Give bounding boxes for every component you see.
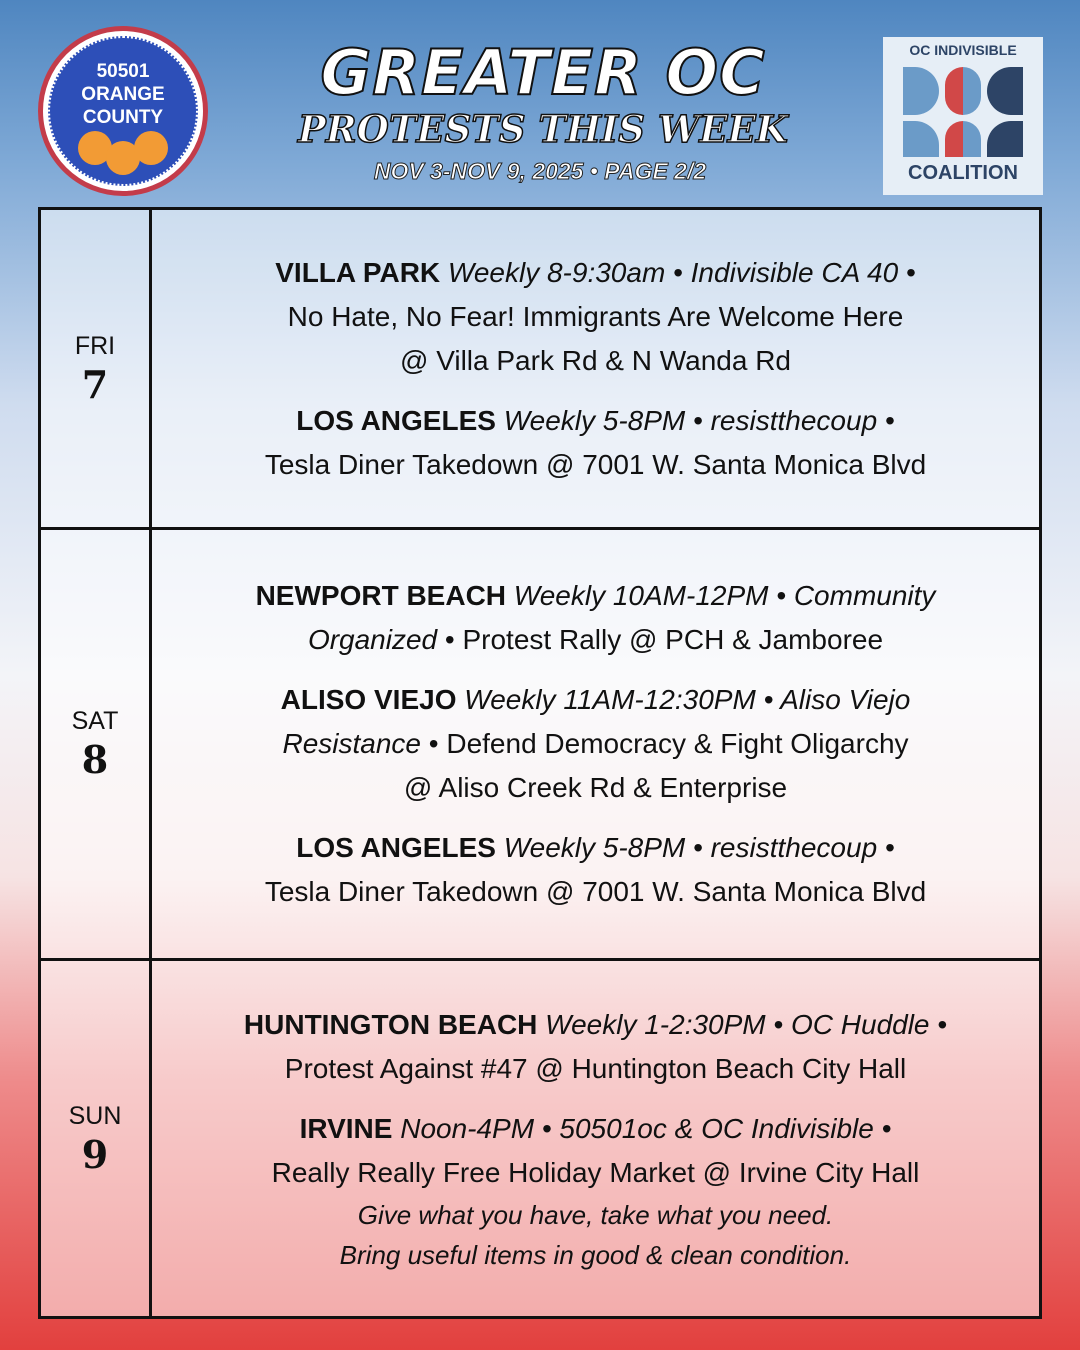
event-text: • Protest Rally @ PCH & Jamboree (437, 624, 884, 655)
event-text: Weekly 1-2:30PM • OC Huddle • (545, 1008, 948, 1040)
event-text: Tesla Diner Takedown @ 7001 W. Santa Monica Blvd (264, 448, 927, 480)
day-cell (41, 530, 152, 958)
event-text: Protest Against #47 @ Huntington Beach City Hall (284, 1052, 907, 1084)
event-text: Resistance (282, 728, 421, 759)
date-range: NOV 3-NOV 9, 2025 • PAGE 2/2 (373, 158, 707, 184)
event-city: NEWPORT BEACH (255, 580, 514, 611)
day-name: SAT (71, 707, 119, 735)
event-line (244, 1003, 947, 1047)
day-cell (41, 210, 152, 527)
event-text: Weekly 11AM-12:30PM • Aliso Viejo (464, 684, 911, 715)
event-line (275, 251, 915, 295)
page-title: GREATER OC (320, 36, 766, 109)
day-number: 8 (81, 737, 109, 782)
day-name: FRI (74, 331, 116, 360)
event-text: @ Aliso Creek Rd & Enterprise (403, 772, 788, 803)
event-text: Give what you have, take what you need. (357, 1199, 834, 1230)
event-line (244, 1047, 947, 1091)
logo-shapes-icon (883, 67, 1043, 157)
event-line (275, 339, 915, 383)
event-line (265, 399, 926, 443)
event-city: LOS ANGELES (296, 832, 504, 863)
event-line (265, 443, 926, 487)
event-text: Bring useful items in good & clean condition. (339, 1239, 852, 1270)
event-line (272, 1151, 920, 1195)
event-line (256, 618, 936, 662)
event-text: Weekly 5-8PM • resistthecoup • (503, 404, 895, 436)
event-city: IRVINE (299, 1112, 401, 1144)
event-city: ALISO VIEJO (280, 684, 465, 715)
event-text: @ Villa Park Rd & N Wanda Rd (399, 344, 791, 376)
seal-text: COUNTY (82, 107, 164, 128)
event-text: Weekly 10AM-12PM • Community (513, 580, 936, 611)
event-line (272, 1195, 920, 1235)
events-cell (152, 530, 1039, 958)
seal-text: 50501 (96, 61, 150, 82)
50501-orange-county-logo (38, 26, 208, 196)
oc-indivisible-logo (883, 37, 1043, 195)
events-cell (152, 961, 1039, 1316)
event-line (281, 678, 911, 722)
event-entry (265, 826, 926, 914)
day-number: 7 (81, 361, 109, 407)
event-line (265, 826, 926, 870)
org-name-top: OC INDIVISIBLE (909, 42, 1017, 58)
day-row-sat (41, 530, 1039, 961)
seal-text: ORANGE (81, 84, 165, 105)
event-entry (272, 1107, 920, 1275)
event-line (256, 574, 936, 618)
day-row-fri (41, 210, 1039, 530)
event-line (281, 722, 911, 766)
event-text: Really Really Free Holiday Market @ Irvine City Hall (271, 1156, 920, 1188)
event-line (272, 1235, 920, 1275)
event-entry (281, 678, 911, 810)
event-entry (275, 251, 915, 383)
event-text: Weekly 5-8PM • resistthecoup • (503, 832, 895, 863)
day-row-sun (41, 961, 1039, 1316)
event-entry (265, 399, 926, 487)
schedule-table (38, 207, 1042, 1319)
event-text: Tesla Diner Takedown @ 7001 W. Santa Monica Blvd (264, 876, 927, 907)
event-city: LOS ANGELES (296, 404, 504, 436)
org-name-bottom: COALITION (908, 162, 1018, 184)
event-text: Weekly 8-9:30am • Indivisible CA 40 • (447, 256, 916, 288)
event-city: VILLA PARK (275, 256, 448, 288)
day-cell (41, 961, 152, 1316)
event-text: No Hate, No Fear! Immigrants Are Welcome Here (287, 300, 904, 332)
page-subtitle: PROTESTS THIS WEEK (298, 107, 788, 151)
day-number: 9 (81, 1131, 109, 1177)
event-city: HUNTINGTON BEACH (243, 1008, 546, 1040)
event-entry (244, 1003, 947, 1091)
oranges-icon (81, 131, 165, 175)
event-text: • Defend Democracy & Fight Oligarchy (420, 728, 909, 759)
event-line (265, 870, 926, 914)
day-name: SUN (68, 1101, 122, 1130)
events-cell (152, 210, 1039, 527)
event-entry (256, 574, 936, 662)
event-text: Noon-4PM • 50501oc & OC Indivisible • (400, 1112, 892, 1144)
event-line (281, 766, 911, 810)
event-line (272, 1107, 920, 1151)
event-text: Organized (307, 624, 438, 655)
event-line (275, 295, 915, 339)
